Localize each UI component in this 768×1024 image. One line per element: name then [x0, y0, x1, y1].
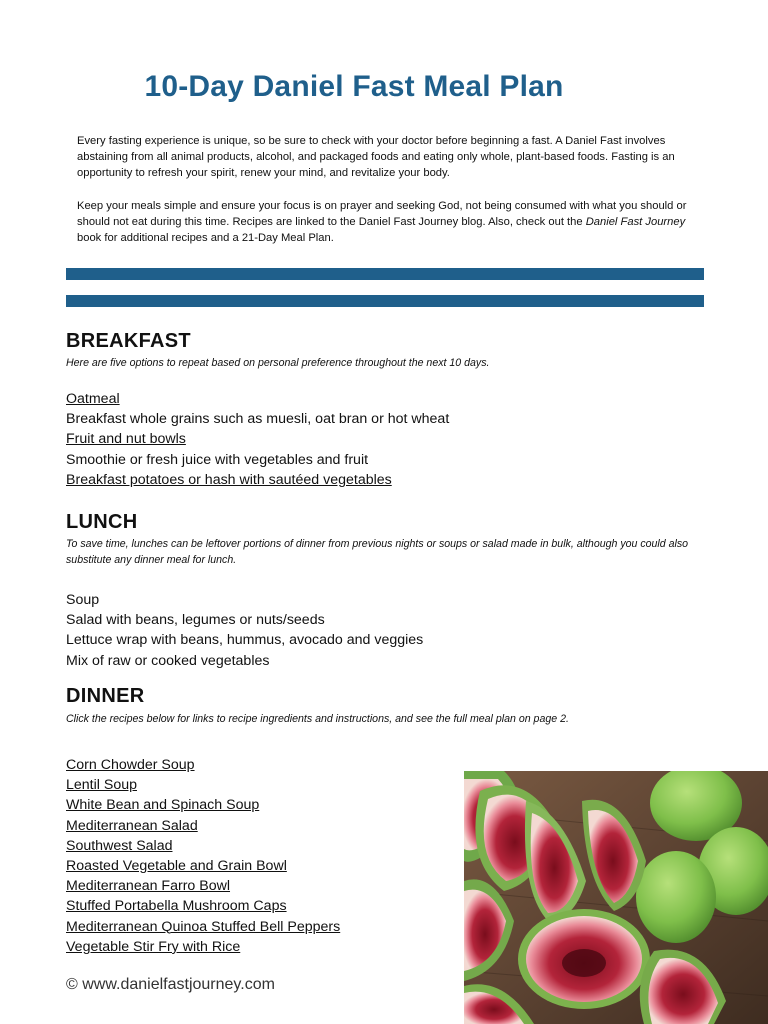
dinner-item[interactable] — [66, 896, 340, 916]
dinner-item[interactable] — [66, 795, 340, 815]
intro-paragraph-1: Every fasting experience is unique, so be sure to check with your doctor before beginning a fast. A Daniel Fast involves abstaining from all animal products, alcohol, and packaged foods and eating only whole, plant-based foods. Fasting is an opportunity to refresh your spirit, renew your mind, and revitalize your body. — [77, 135, 675, 179]
lunch-item-label: Mix of raw or cooked vegetables — [66, 652, 270, 669]
lunch-note: To save time, lunches can be leftover portions of dinner from previous nights or soups or salad made in bulk, although you could also substitute any dinner meal for lunch. — [66, 538, 689, 566]
dinner-recipe-link[interactable]: Corn Chowder Soup — [66, 757, 195, 773]
dinner-recipe-link[interactable]: Lentil Soup — [66, 777, 137, 794]
dinner-list — [66, 755, 340, 957]
dinner-item[interactable] — [66, 876, 340, 896]
dinner-item[interactable] — [66, 836, 340, 856]
intro — [77, 133, 687, 246]
breakfast-list — [66, 389, 449, 490]
breakfast-note: Here are five options to repeat based on personal preference throughout the next 10 days. — [66, 357, 490, 369]
breakfast-item[interactable] — [66, 389, 449, 409]
dinner-recipe-link[interactable]: Roasted Vegetable and Grain Bowl — [66, 858, 287, 875]
breakfast-recipe-link[interactable]: Oatmeal — [66, 391, 120, 407]
breakfast-item-label: Breakfast whole grains such as muesli, oat bran or hot wheat — [66, 411, 450, 428]
breakfast-item — [66, 409, 449, 429]
dinner-item[interactable] — [66, 755, 340, 775]
breakfast-heading: BREAKFAST — [66, 330, 191, 352]
page-title: 10-Day Daniel Fast Meal Plan — [144, 70, 564, 103]
lunch-item-label: Soup — [66, 592, 100, 608]
dinner-recipe-link[interactable]: Mediterranean Quinoa Stuffed Bell Peppers — [66, 918, 341, 935]
lunch-heading: LUNCH — [66, 511, 138, 533]
breakfast-item[interactable] — [66, 470, 449, 490]
lunch-item — [66, 630, 423, 650]
lunch-item — [66, 590, 423, 610]
breakfast-item-label: Smoothie or fresh juice with vegetables and fruit — [66, 451, 369, 468]
breakfast-item — [66, 450, 449, 470]
intro-p2-end: book for additional recipes and a 21-Day Meal Plan. — [77, 232, 334, 244]
lunch-item — [66, 610, 423, 630]
intro-paragraph-2 — [77, 198, 687, 246]
lunch-item-label: Lettuce wrap with beans, hummus, avocado and veggies — [66, 632, 424, 649]
figs-photo-icon — [464, 771, 768, 1024]
dinner-recipe-link[interactable]: Vegetable Stir Fry with Rice — [66, 938, 241, 955]
dinner-note: Click the recipes below for links to recipe ingredients and instructions, and see the full meal plan on page 2. — [66, 713, 569, 725]
book-title: Daniel Fast Journey — [585, 216, 686, 228]
dinner-item[interactable] — [66, 775, 340, 795]
dinner-item[interactable] — [66, 856, 340, 876]
divider-bar-bottom — [66, 295, 704, 307]
dinner-recipe-link[interactable]: Southwest Salad — [66, 837, 173, 854]
breakfast-recipe-link[interactable]: Fruit and nut bowls — [66, 431, 186, 448]
intro-p2-start: Keep your meals simple and ensure your focus is on prayer and seeking God, not being consumed with what you should or should not eat during this time. Recipes are linked to the Daniel Fast Journey blog. Also, check out the — [77, 200, 687, 228]
copyright-footer: © www.danielfastjourney.com — [66, 976, 275, 993]
lunch-item — [66, 651, 423, 671]
dinner-recipe-link[interactable]: Stuffed Portabella Mushroom Caps — [66, 898, 287, 915]
dinner-recipe-link[interactable]: White Bean and Spinach Soup — [66, 797, 260, 814]
breakfast-item[interactable] — [66, 429, 449, 449]
dinner-recipe-link[interactable]: Mediterranean Farro Bowl — [66, 878, 231, 895]
dinner-recipe-link[interactable]: Mediterranean Salad — [66, 817, 198, 834]
breakfast-recipe-link[interactable]: Breakfast potatoes or hash with sautéed vegetables — [66, 471, 392, 488]
divider-bar-top — [66, 268, 704, 280]
dinner-item[interactable] — [66, 816, 340, 836]
dinner-heading: DINNER — [66, 685, 145, 707]
lunch-item-label: Salad with beans, legumes or nuts/seeds — [66, 612, 325, 629]
lunch-list — [66, 590, 423, 671]
dinner-item[interactable] — [66, 937, 340, 957]
dinner-item[interactable] — [66, 917, 340, 937]
